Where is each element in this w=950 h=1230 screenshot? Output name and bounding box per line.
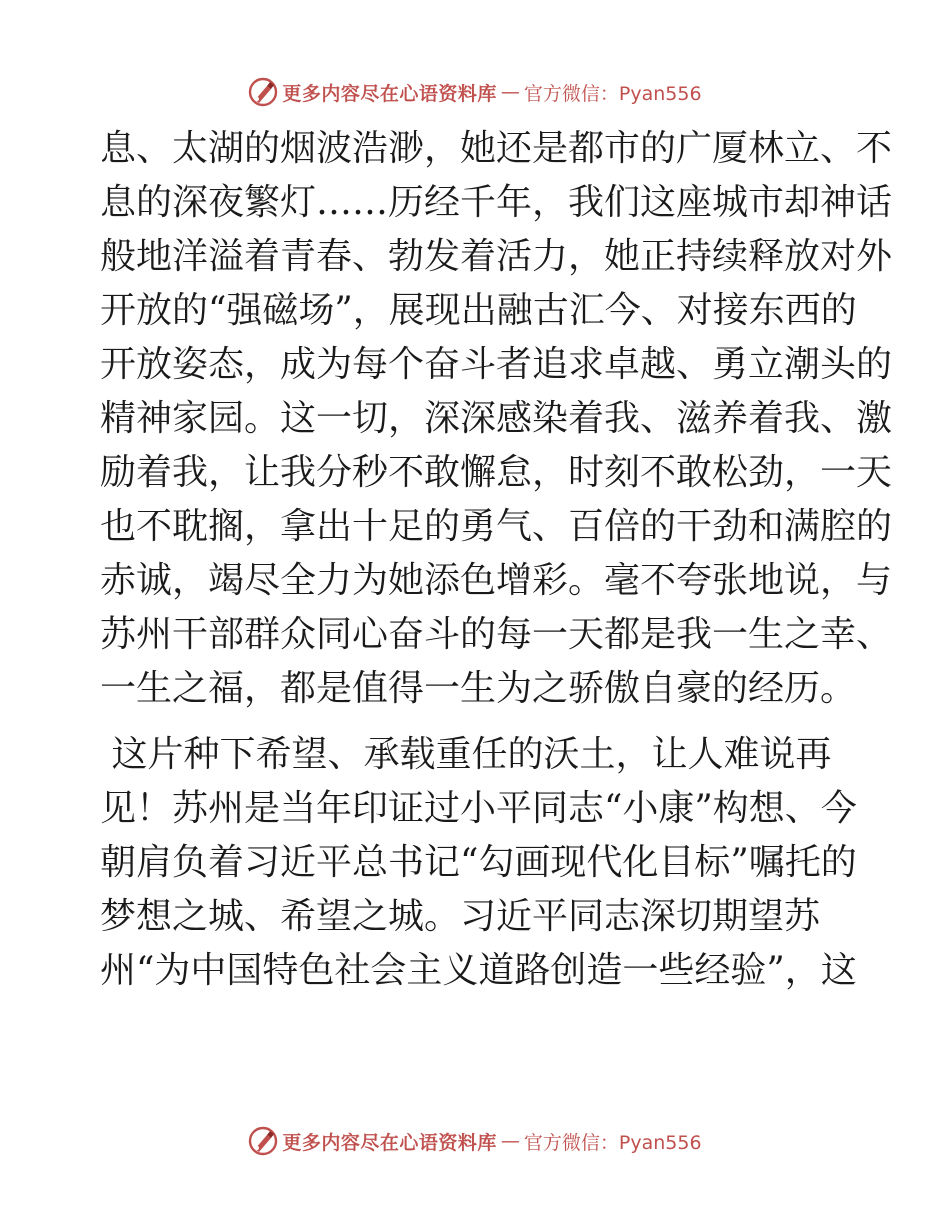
header-brand-text: 更多内容尽在心语资料库 [282, 82, 497, 105]
text-line: 也不耽搁，拿出十足的勇气、百倍的干劲和满腔的 [100, 506, 893, 547]
footer-brand-text: 更多内容尽在心语资料库 [282, 1131, 497, 1154]
text-line: 一生之福，都是值得一生为之骄傲自豪的经历。 [100, 668, 857, 709]
text-line: 州“为中国特色社会主义道路创造一些经验”，这 [100, 950, 857, 991]
document-body [100, 122, 893, 998]
text-line: 开放的“强磁场”，展现出融古汇今、对接东西的 [100, 290, 857, 331]
pen-logo-icon [248, 1126, 278, 1156]
header-contact-text: 官方微信：Pyan556 [523, 82, 702, 105]
header-watermark [0, 72, 950, 112]
footer-contact-text: 官方微信：Pyan556 [523, 1131, 702, 1154]
text-line: 赤诚，竭尽全力为她添色增彩。毫不夸张地说，与 [100, 560, 893, 601]
footer-separator: — [500, 1130, 520, 1152]
footer-watermark [0, 1121, 950, 1161]
text-line: 朝肩负着习近平总书记“勾画现代化目标”嘱托的 [100, 842, 857, 883]
text-line: 息的深夜繁灯……历经千年，我们这座城市却神话 [100, 182, 893, 223]
paragraph-1 [100, 122, 893, 716]
text-line: 息、太湖的烟波浩渺，她还是都市的广厦林立、不 [100, 128, 893, 169]
text-line: 励着我，让我分秒不敢懈怠，时刻不敢松劲，一天 [100, 452, 893, 493]
paragraph-2 [100, 728, 860, 998]
text-line: 开放姿态，成为每个奋斗者追求卓越、勇立潮头的 [100, 344, 893, 385]
text-line: 般地洋溢着青春、勃发着活力，她正持续释放对外 [100, 236, 893, 277]
text-line: 梦想之城、希望之城。习近平同志深切期望苏 [100, 896, 821, 937]
header-separator: — [500, 81, 520, 103]
paragraph-gap [100, 716, 860, 728]
text-line: 精神家园。这一切，深深感染着我、滋养着我、激 [100, 398, 893, 439]
text-line: 苏州干部群众同心奋斗的每一天都是我一生之幸、 [100, 614, 893, 655]
pen-logo-icon [248, 77, 278, 107]
text-line: 这片种下希望、承载重任的沃土，让人难说再 [100, 734, 832, 775]
text-line: 见！苏州是当年印证过小平同志“小康”构想、今 [100, 788, 857, 829]
